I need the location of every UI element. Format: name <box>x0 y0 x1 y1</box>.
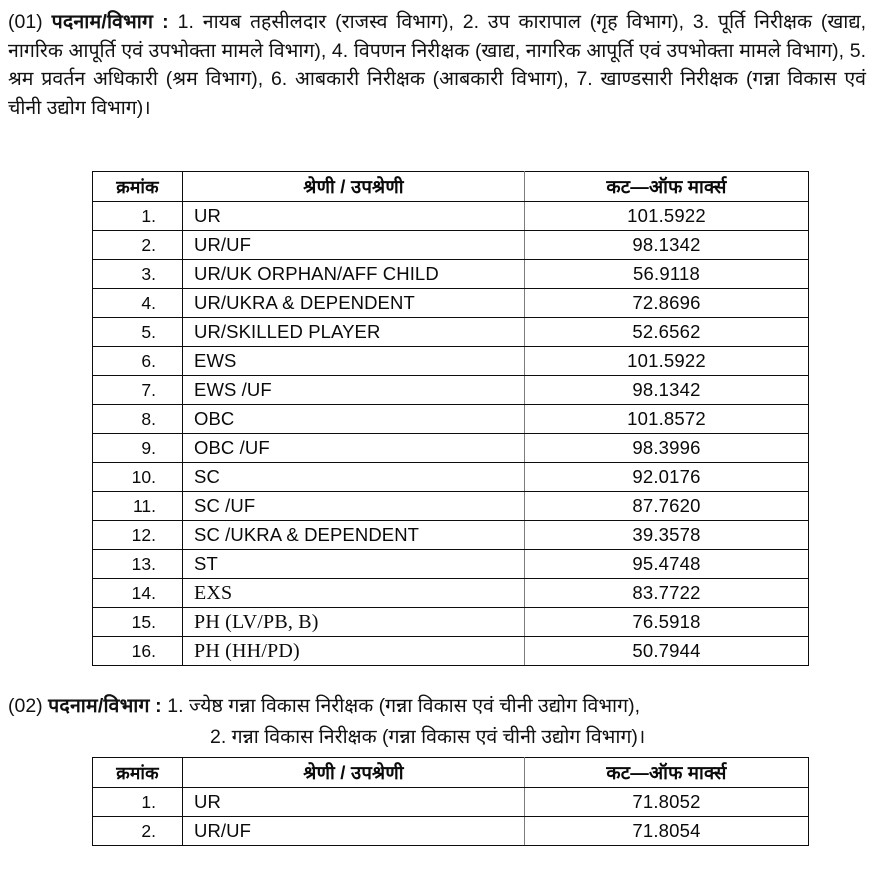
section-01-paragraph <box>8 8 866 122</box>
section-02-label: पदनाम/विभाग <box>48 695 150 717</box>
cutoff-table-2 <box>92 757 809 846</box>
table-row <box>93 260 809 289</box>
cell-cutoff-marks: 71.8054 <box>525 817 809 846</box>
cell-serial: 4. <box>93 289 183 318</box>
cell-category: UR/UF <box>183 817 525 846</box>
table-row <box>93 521 809 550</box>
cell-cutoff-marks: 98.1342 <box>525 376 809 405</box>
section-02-body-line-2: 2. गन्ना विकास निरीक्षक (गन्ना विकास एवं चीनी उद्योग विभाग)। <box>210 725 646 748</box>
section-02-marker: (02) <box>8 695 43 717</box>
cell-category: ST <box>183 550 525 579</box>
cell-serial: 12. <box>93 521 183 550</box>
table-row <box>93 231 809 260</box>
table-row <box>93 463 809 492</box>
section-02-colon: : <box>155 695 162 717</box>
column-header-serial: क्रमांक <box>93 172 183 202</box>
cell-cutoff-marks: 98.3996 <box>525 434 809 463</box>
column-header-category: श्रेणी / उपश्रेणी <box>183 172 525 202</box>
cell-cutoff-marks: 72.8696 <box>525 289 809 318</box>
cell-serial: 8. <box>93 405 183 434</box>
cell-serial: 9. <box>93 434 183 463</box>
section-02-body-line-1: 1. ज्येष्ठ गन्ना विकास निरीक्षक (गन्ना विकास एवं चीनी उद्योग विभाग), <box>167 695 640 717</box>
table-row <box>93 202 809 231</box>
table-row <box>93 788 809 817</box>
section-01-colon: : <box>162 11 169 33</box>
table-row <box>93 434 809 463</box>
cell-cutoff-marks: 83.7722 <box>525 579 809 608</box>
cell-serial: 2. <box>93 817 183 846</box>
cell-category: UR <box>183 788 525 817</box>
table-row <box>93 289 809 318</box>
cell-serial: 6. <box>93 347 183 376</box>
cell-category: SC /UF <box>183 492 525 521</box>
cell-cutoff-marks: 52.6562 <box>525 318 809 347</box>
table-row <box>93 637 809 666</box>
section-02-paragraph <box>8 692 866 751</box>
cell-category: SC /UKRA & DEPENDENT <box>183 521 525 550</box>
cell-category: OBC <box>183 405 525 434</box>
table-header-row <box>93 172 809 202</box>
section-01-marker: (01) <box>8 11 43 33</box>
cell-cutoff-marks: 92.0176 <box>525 463 809 492</box>
cell-serial: 13. <box>93 550 183 579</box>
cell-serial: 1. <box>93 202 183 231</box>
cell-category: EWS /UF <box>183 376 525 405</box>
cell-serial: 11. <box>93 492 183 521</box>
cell-category: EWS <box>183 347 525 376</box>
cell-cutoff-marks: 98.1342 <box>525 231 809 260</box>
cell-category: OBC /UF <box>183 434 525 463</box>
table-row <box>93 579 809 608</box>
cell-serial: 5. <box>93 318 183 347</box>
cell-category: EXS <box>183 579 525 608</box>
cell-serial: 1. <box>93 788 183 817</box>
table-row <box>93 376 809 405</box>
cell-category: PH (HH/PD) <box>183 637 525 666</box>
cell-cutoff-marks: 87.7620 <box>525 492 809 521</box>
table-row <box>93 347 809 376</box>
cell-serial: 10. <box>93 463 183 492</box>
cell-category: UR/UK ORPHAN/AFF CHILD <box>183 260 525 289</box>
section-01-body: 1. नायब तहसीलदार (राजस्व विभाग), 2. उप कारापाल (गृह विभाग), 3. पूर्ति निरीक्षक (खाद्य, नागरिक आपूर्ति एवं उपभोक्ता मामले विभाग), 4. विपणन निरीक्षक (खाद्य, नागरिक आपूर्ति एवं उपभोक्ता मामले विभाग), 5. श्रम प्रवर्तन अधिकारी (श्रम विभाग), 6. आबकारी निरीक्षक (आबकारी विभाग), 7. खाण्डसारी निरीक्षक (गन्ना विकास एवं चीनी उद्योग विभाग)। <box>8 11 867 119</box>
cell-serial: 14. <box>93 579 183 608</box>
cutoff-table-1-container <box>92 171 809 666</box>
cell-category: SC <box>183 463 525 492</box>
cell-serial: 3. <box>93 260 183 289</box>
cell-cutoff-marks: 101.5922 <box>525 202 809 231</box>
table-row <box>93 817 809 846</box>
cell-serial: 16. <box>93 637 183 666</box>
table-header-row <box>93 758 809 788</box>
table-row <box>93 550 809 579</box>
cell-serial: 7. <box>93 376 183 405</box>
column-header-cutoff-marks: कट—ऑफ मार्क्स <box>525 758 809 788</box>
cutoff-table-1 <box>92 171 809 666</box>
column-header-category: श्रेणी / उपश्रेणी <box>183 758 525 788</box>
cell-serial: 15. <box>93 608 183 637</box>
cell-cutoff-marks: 76.5918 <box>525 608 809 637</box>
section-01-label: पदनाम/विभाग <box>51 11 154 33</box>
column-header-cutoff-marks: कट—ऑफ मार्क्स <box>525 172 809 202</box>
table-row <box>93 318 809 347</box>
table-row <box>93 492 809 521</box>
cell-cutoff-marks: 39.3578 <box>525 521 809 550</box>
column-header-serial: क्रमांक <box>93 758 183 788</box>
cell-cutoff-marks: 95.4748 <box>525 550 809 579</box>
table-row <box>93 608 809 637</box>
cell-category: UR/UKRA & DEPENDENT <box>183 289 525 318</box>
cell-category: UR/UF <box>183 231 525 260</box>
cell-cutoff-marks: 56.9118 <box>525 260 809 289</box>
cell-category: UR <box>183 202 525 231</box>
cutoff-table-2-container <box>92 757 809 846</box>
cell-category: PH (LV/PB, B) <box>183 608 525 637</box>
table-row <box>93 405 809 434</box>
cell-category: UR/SKILLED PLAYER <box>183 318 525 347</box>
cell-cutoff-marks: 71.8052 <box>525 788 809 817</box>
cell-cutoff-marks: 50.7944 <box>525 637 809 666</box>
cell-cutoff-marks: 101.5922 <box>525 347 809 376</box>
cell-cutoff-marks: 101.8572 <box>525 405 809 434</box>
cell-serial: 2. <box>93 231 183 260</box>
